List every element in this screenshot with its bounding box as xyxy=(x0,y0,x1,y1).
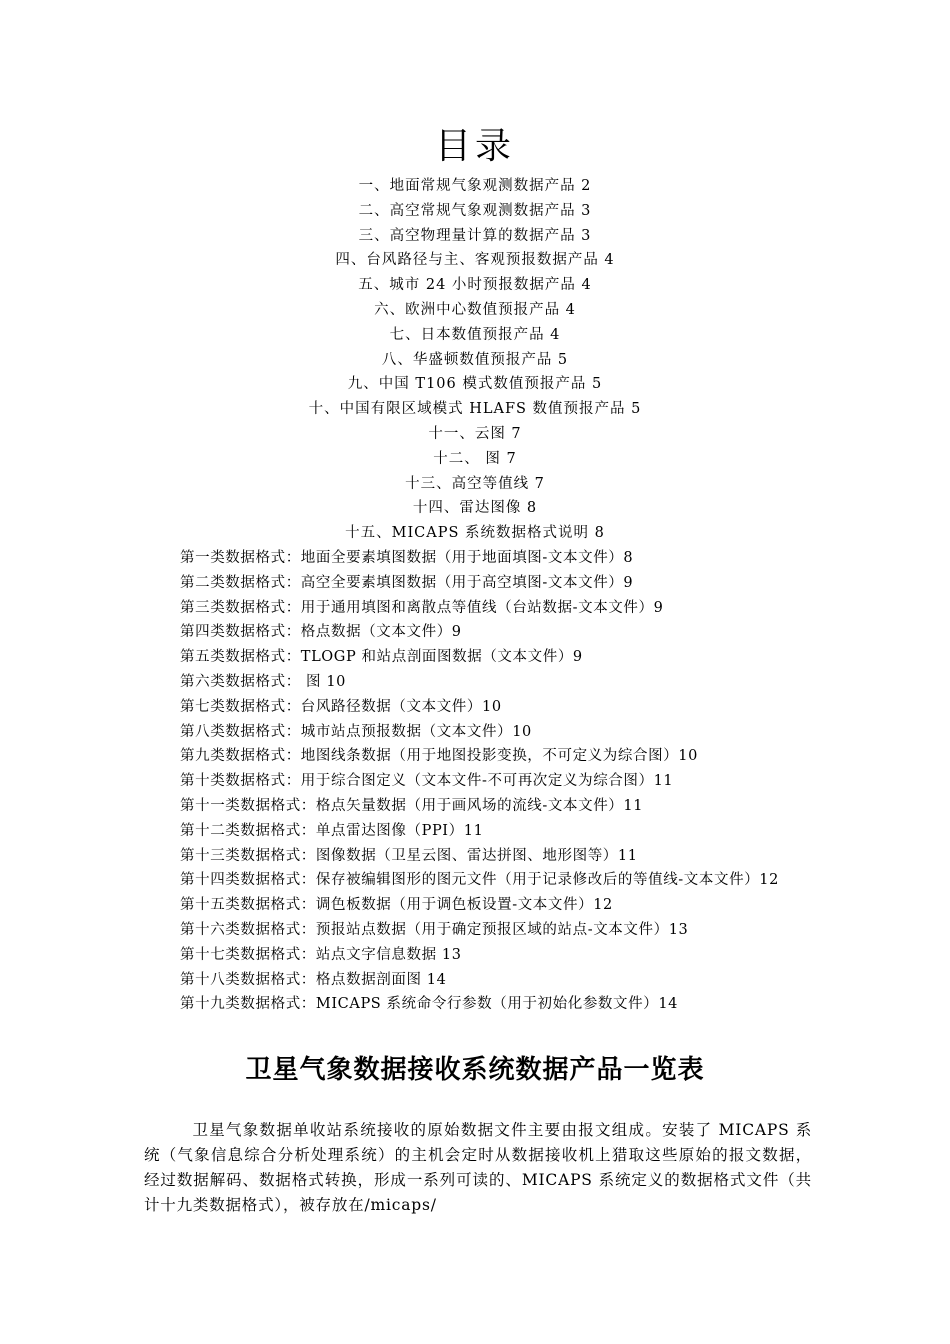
toc-format-item[interactable]: 第四类数据格式：格点数据（文本文件）9 xyxy=(180,624,462,641)
toc-item[interactable]: 十、中国有限区域模式 HLAFS 数值预报产品 5 xyxy=(308,401,642,418)
toc-item[interactable]: 十五、MICAPS 系统数据格式说明 8 xyxy=(345,525,605,542)
toc-item[interactable]: 十三、高空等值线 7 xyxy=(405,475,545,492)
toc-format-item[interactable]: 第十二类数据格式：单点雷达图像（PPI）11 xyxy=(180,822,484,839)
toc-format-item[interactable]: 第七类数据格式：台风路径数据（文本文件）10 xyxy=(180,698,502,715)
toc-format-item[interactable]: 第八类数据格式：城市站点预报数据（文本文件）10 xyxy=(180,723,532,740)
toc-item[interactable]: 七、日本数值预报产品 4 xyxy=(389,326,561,343)
toc-format-item[interactable]: 第二类数据格式：高空全要素填图数据（用于高空填图-文本文件）9 xyxy=(180,574,634,591)
body-paragraph xyxy=(144,1118,812,1218)
toc-item[interactable]: 十四、雷达图像 8 xyxy=(412,500,538,517)
toc-format-item[interactable]: 第十六类数据格式：预报站点数据（用于确定预报区域的站点-文本文件）13 xyxy=(180,921,689,938)
toc-format-item[interactable]: 第五类数据格式：TLOGP 和站点剖面图数据（文本文件）9 xyxy=(180,649,583,666)
toc-format-item[interactable]: 第十五类数据格式：调色板数据（用于调色板设置-文本文件）12 xyxy=(180,897,613,914)
toc-item[interactable]: 六、欧洲中心数值预报产品 4 xyxy=(374,301,576,318)
toc-main-list xyxy=(0,174,950,546)
toc-item[interactable]: 八、华盛顿数值预报产品 5 xyxy=(381,351,569,368)
toc-format-list xyxy=(180,546,820,1017)
toc-format-item[interactable]: 第十七类数据格式：站点文字信息数据 13 xyxy=(180,946,462,963)
toc-format-item[interactable]: 第六类数据格式： 图 10 xyxy=(180,673,346,690)
section-heading: 卫星气象数据接收系统数据产品一览表 xyxy=(245,1055,705,1085)
toc-format-item[interactable]: 第十九类数据格式：MICAPS 系统命令行参数（用于初始化参数文件）14 xyxy=(180,996,678,1013)
toc-format-item[interactable]: 第十三类数据格式：图像数据（卫星云图、雷达拼图、地形图等）11 xyxy=(180,847,638,864)
toc-item[interactable]: 九、中国 T106 模式数值预报产品 5 xyxy=(347,376,603,393)
body-paragraph-text: 卫星气象数据单收站系统接收的原始数据文件主要由报文组成。安装了 MICAPS 系统（气象信息综合分析处理系统）的主机会定时从数据接收机上猎取这些原始的报文数据，经过数据解码、数据格式转换，形成一系列可读的、MICAPS 系统定义的数据格式文件（共计十九类数据格式），被存放在/micaps/ xyxy=(144,1121,812,1214)
toc-format-item[interactable]: 第九类数据格式：地图线条数据（用于地图投影变换，不可定义为综合图）10 xyxy=(180,748,698,765)
toc-item[interactable]: 三、高空物理量计算的数据产品 3 xyxy=(358,227,592,244)
toc-format-item[interactable]: 第一类数据格式：地面全要素填图数据（用于地面填图-文本文件）8 xyxy=(180,550,634,566)
toc-item[interactable]: 十二、 图 7 xyxy=(433,450,517,467)
toc-item[interactable]: 四、台风路径与主、客观预报数据产品 4 xyxy=(335,252,615,269)
toc-item[interactable]: 二、高空常规气象观测数据产品 3 xyxy=(358,202,592,219)
toc-format-item[interactable]: 第十一类数据格式：格点矢量数据（用于画风场的流线-文本文件）11 xyxy=(180,797,644,814)
toc-format-item[interactable]: 第十类数据格式：用于综合图定义（文本文件-不可再次定义为综合图）11 xyxy=(180,773,674,790)
toc-item[interactable]: 十一、云图 7 xyxy=(428,425,522,442)
toc-item[interactable]: 五、城市 24 小时预报数据产品 4 xyxy=(358,277,592,294)
toc-format-item[interactable]: 第十八类数据格式：格点数据剖面图 14 xyxy=(180,971,447,988)
toc-format-item[interactable]: 第十四类数据格式：保存被编辑图形的图元文件（用于记录修改后的等值线-文本文件）12 xyxy=(180,872,779,889)
toc-item[interactable]: 一、地面常规气象观测数据产品 2 xyxy=(358,178,592,194)
toc-title: 目录 xyxy=(434,126,515,167)
toc-format-item[interactable]: 第三类数据格式：用于通用填图和离散点等值线（台站数据-文本文件）9 xyxy=(180,599,664,616)
